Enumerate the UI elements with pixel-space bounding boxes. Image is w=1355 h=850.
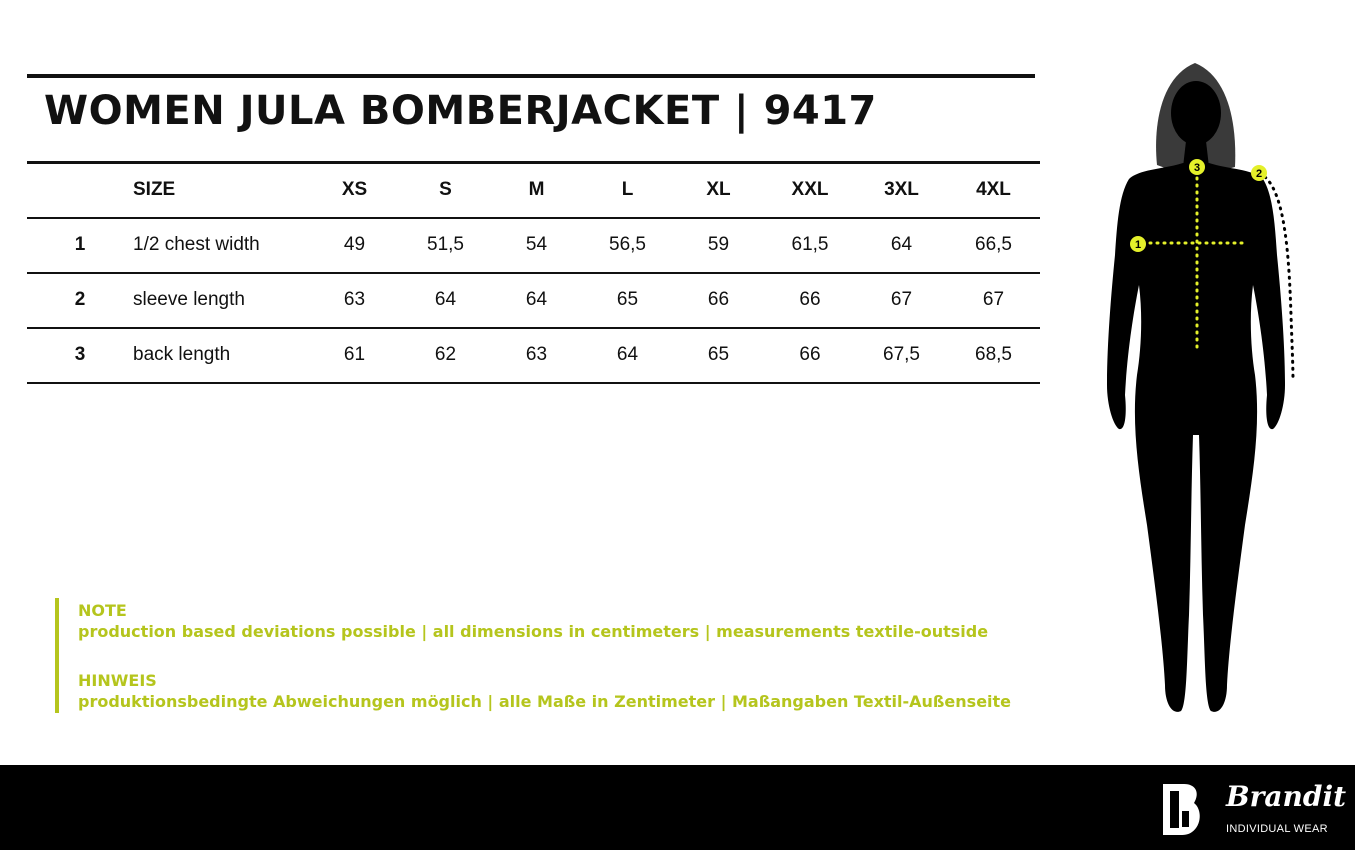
- cell-value: 64: [525, 289, 548, 310]
- brand-name: Brandit: [1226, 780, 1347, 813]
- cell-value: 67: [890, 289, 913, 310]
- note-de-text: produktionsbedingte Abweichungen möglich | alle Maße in Zentimeter | Maßangaben Textil-Außenseite: [78, 692, 1012, 711]
- size-header-4xl: 4XL: [976, 179, 1011, 201]
- marker-1-label: 1: [1134, 239, 1142, 251]
- cell-value: 64: [890, 234, 913, 255]
- table-row: [27, 328, 1040, 383]
- row-label: sleeve length: [133, 289, 245, 310]
- cell-value: 59: [707, 234, 730, 255]
- top-rule: [27, 74, 1035, 78]
- table-row: [27, 218, 1040, 273]
- size-header-s: S: [439, 179, 452, 201]
- note-en-heading: NOTE: [78, 601, 127, 620]
- cell-value: 66: [799, 344, 821, 365]
- cell-value: 63: [525, 344, 548, 365]
- row-label: 1/2 chest width: [133, 234, 260, 255]
- row-number: 1: [74, 234, 86, 255]
- page-title: WOMEN JULA BOMBERJACKET | 9417: [44, 88, 877, 134]
- cell-value: 49: [343, 234, 366, 255]
- cell-value: 65: [707, 344, 730, 365]
- cell-value: 64: [616, 344, 639, 365]
- cell-value: 64: [434, 289, 457, 310]
- size-header-xxl: XXL: [791, 179, 829, 201]
- note-en: [78, 600, 988, 642]
- note-accent-bar: [55, 598, 59, 713]
- row-label: back length: [133, 344, 231, 365]
- cell-value: 61: [343, 344, 366, 365]
- note-de-heading: HINWEIS: [78, 671, 157, 690]
- cell-value: 67,5: [883, 344, 920, 365]
- size-header-xl: XL: [706, 179, 731, 201]
- brand-tagline: INDIVIDUAL WEAR: [1226, 823, 1328, 835]
- marker-2: [1251, 165, 1267, 181]
- size-header-l: L: [621, 179, 634, 201]
- cell-value: 54: [525, 234, 548, 255]
- cell-value: 66: [707, 289, 730, 310]
- size-table: [27, 161, 1040, 384]
- row-number: 2: [74, 289, 86, 310]
- size-header-m: M: [528, 179, 545, 201]
- cell-value: 61,5: [791, 234, 829, 255]
- cell-value: 56,5: [609, 234, 646, 255]
- cell-value: 68,5: [975, 344, 1012, 365]
- brandit-logo-icon: [1160, 781, 1202, 837]
- size-header-3xl: 3XL: [884, 179, 919, 201]
- marker-3: [1189, 159, 1205, 175]
- row-number: 3: [74, 344, 86, 365]
- marker-1: [1130, 236, 1146, 252]
- cell-value: 67: [982, 289, 1005, 310]
- marker-3-label: 3: [1193, 162, 1201, 174]
- table-row: [27, 273, 1040, 328]
- size-header-xs: XS: [341, 179, 368, 201]
- note-en-text: production based deviations possible | all dimensions in centimeters | measurements textile-outside: [78, 622, 989, 641]
- size-header-label: SIZE: [133, 179, 176, 201]
- cell-value: 66: [799, 289, 821, 310]
- cell-value: 63: [343, 289, 366, 310]
- note-de: [78, 670, 1011, 712]
- measurement-figure: [1095, 55, 1315, 720]
- footer: [0, 765, 1355, 850]
- cell-value: 65: [616, 289, 639, 310]
- marker-2-label: 2: [1255, 168, 1263, 180]
- size-header-row: [27, 163, 1040, 218]
- header-num-cell: [27, 163, 133, 218]
- cell-value: 51,5: [427, 234, 464, 255]
- cell-value: 62: [434, 344, 457, 365]
- cell-value: 66,5: [975, 234, 1012, 255]
